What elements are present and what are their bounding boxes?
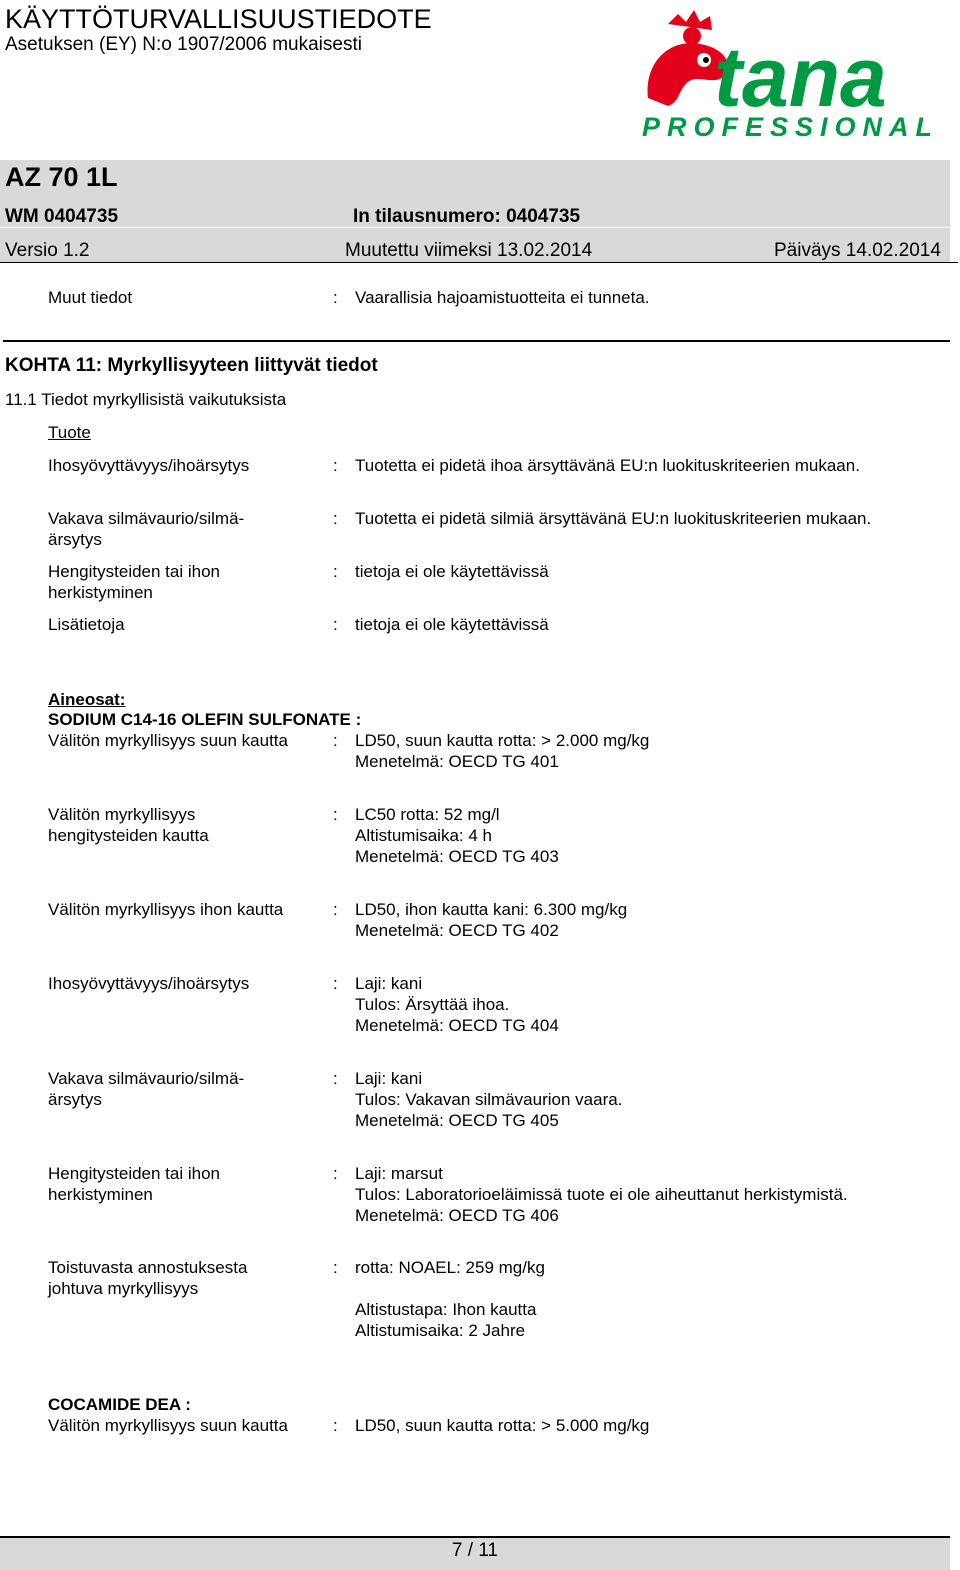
colon: : — [333, 1164, 338, 1183]
row-value: Altistustapa: Ihon kautta — [355, 1300, 537, 1319]
row-value: Menetelmä: OECD TG 404 — [355, 1016, 559, 1035]
row-label: Hengitysteiden tai ihon — [48, 1164, 221, 1183]
row-value: Laji: kani — [355, 1069, 423, 1088]
row-value: Menetelmä: OECD TG 401 — [355, 752, 559, 771]
colon: : — [333, 562, 338, 581]
row-label-continued: ärsytys — [48, 530, 102, 549]
row-value: Tuotetta ei pidetä ihoa ärsyttävänä EU:n luokituskriteerien mukaan. — [355, 456, 860, 475]
issue-date: Päiväys 14.02.2014 — [774, 240, 941, 261]
modified-date: Muutettu viimeksi 13.02.2014 — [345, 240, 593, 261]
row-label: Välitön myrkyllisyys suun kautta — [48, 1416, 288, 1435]
subsection-title: 11.1 Tiedot myrkyllisistä vaikutuksista — [5, 390, 287, 409]
page-number: 7 / 11 — [451, 1540, 499, 1561]
colon: : — [333, 731, 338, 750]
row-value: Laji: kani — [355, 974, 423, 993]
row-label: Ihosyövyttävyys/ihoärsytys — [48, 974, 250, 993]
colon: : — [333, 509, 338, 528]
row-label: Hengitysteiden tai ihon — [48, 562, 221, 581]
row-value: LD50, suun kautta rotta: > 2.000 mg/kg — [355, 731, 650, 750]
row-value: LD50, ihon kautta kani: 6.300 mg/kg — [355, 900, 628, 919]
colon: : — [333, 805, 338, 824]
row-value: LC50 rotta: 52 mg/l — [355, 805, 500, 824]
colon: : — [333, 1069, 338, 1088]
version: Versio 1.2 — [5, 240, 90, 261]
logo-wordmark: tana — [714, 30, 887, 124]
row-label-continued: johtuva myrkyllisyys — [48, 1279, 199, 1298]
colon: : — [333, 1416, 338, 1435]
row-value: Tuotetta ei pidetä silmiä ärsyttävänä EU:n luokituskriteerien mukaan. — [355, 509, 872, 528]
row-label: Ihosyövyttävyys/ihoärsytys — [48, 456, 250, 475]
product-heading: Tuote — [48, 423, 91, 442]
tana-professional-logo — [640, 2, 952, 142]
header-rule — [0, 262, 958, 263]
row-value: Tulos: Ärsyttää ihoa. — [355, 995, 510, 1014]
row-value: Menetelmä: OECD TG 403 — [355, 847, 559, 866]
logo-subtitle: PROFESSIONAL — [642, 112, 940, 142]
row-value: Laji: marsut — [355, 1164, 443, 1183]
row-label-continued: herkistyminen — [48, 1185, 153, 1204]
row-label: Välitön myrkyllisyys ihon kautta — [48, 900, 284, 919]
muut-tiedot-value: Vaarallisia hajoamistuotteita ei tunneta. — [355, 288, 650, 307]
row-value: Menetelmä: OECD TG 406 — [355, 1206, 559, 1225]
row-label: Toistuvasta annostuksesta — [48, 1258, 248, 1277]
order-number: In tilausnumero: 0404735 — [353, 206, 581, 227]
row-value: Tulos: Laboratorioeläimissä tuote ei ole aiheuttanut herkistymistä. — [355, 1185, 848, 1204]
wm-number: WM 0404735 — [5, 206, 119, 227]
ingredient-sodium-name: SODIUM C14-16 OLEFIN SULFONATE : — [48, 710, 362, 729]
colon: : — [333, 1258, 338, 1277]
row-value: tietoja ei ole käytettävissä — [355, 615, 549, 634]
row-value: Tulos: Vakavan silmävaurion vaara. — [355, 1090, 623, 1109]
colon: : — [333, 456, 338, 475]
ingredients-heading: Aineosat: — [48, 690, 126, 709]
section-title: KOHTA 11: Myrkyllisyyteen liittyvät tiedot — [5, 355, 378, 376]
row-label: Välitön myrkyllisyys suun kautta — [48, 731, 288, 750]
ingredient-cocamide-name: COCAMIDE DEA : — [48, 1395, 191, 1414]
row-value: tietoja ei ole käytettävissä — [355, 562, 549, 581]
row-value: rotta: NOAEL: 259 mg/kg — [355, 1258, 545, 1277]
colon: : — [333, 288, 338, 307]
row-label: Lisätietoja — [48, 615, 125, 634]
row-value: Menetelmä: OECD TG 402 — [355, 921, 559, 940]
row-value: LD50, suun kautta rotta: > 5.000 mg/kg — [355, 1416, 650, 1435]
colon: : — [333, 900, 338, 919]
row-value: Altistumisaika: 4 h — [355, 826, 492, 845]
document-subtitle: Asetuksen (EY) N:o 1907/2006 mukaisesti — [5, 34, 362, 55]
row-label: Vakava silmävaurio/silmä- — [48, 1069, 245, 1088]
row-value: Menetelmä: OECD TG 405 — [355, 1111, 559, 1130]
row-label: Vakava silmävaurio/silmä- — [48, 509, 245, 528]
row-label: Välitön myrkyllisyys — [48, 805, 196, 824]
document-title: KÄYTTÖTURVALLISUUSTIEDOTE — [5, 4, 432, 34]
colon: : — [333, 615, 338, 634]
product-name: AZ 70 1L — [5, 162, 118, 192]
row-label-continued: hengitysteiden kautta — [48, 826, 209, 845]
row-value: Altistumisaika: 2 Jahre — [355, 1321, 526, 1340]
section-rule — [3, 340, 950, 342]
colon: : — [333, 974, 338, 993]
row-label-continued: herkistyminen — [48, 583, 153, 602]
row-label-continued: ärsytys — [48, 1090, 102, 1109]
muut-tiedot-label: Muut tiedot — [48, 288, 133, 307]
